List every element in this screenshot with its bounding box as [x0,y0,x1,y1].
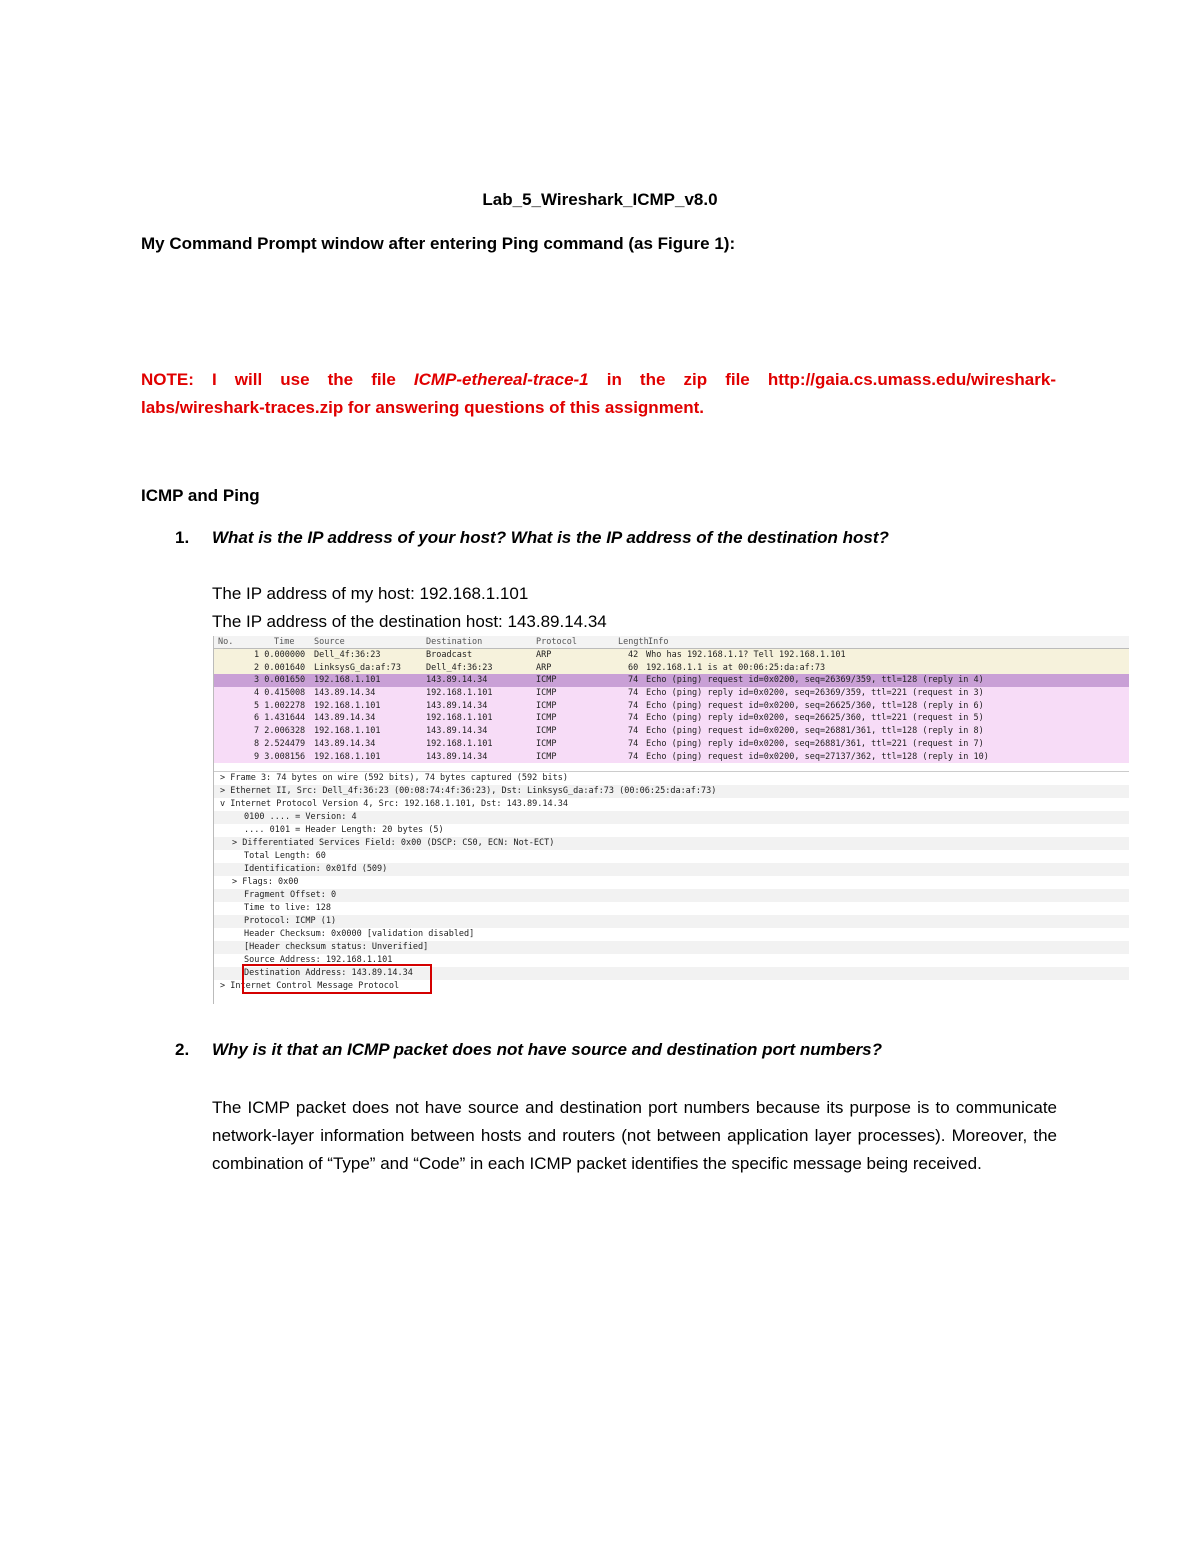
packet-cell-no-time: 3 0.001650 [254,675,306,686]
answer-1-line-2: The IP address of the destination host: 143.89.14.34 [212,612,607,631]
packet-cell-dst: Broadcast [426,650,473,660]
packet-cell-info: 192.168.1.1 is at 00:06:25:da:af:73 [646,662,826,673]
packet-list-header [214,636,1129,649]
note-file-name: ICMP-ethereal-trace-1 [413,370,589,389]
note-line-2: labs/wireshark-traces.zip for answering questions of this assignment. [141,398,705,417]
intro-text: My Command Prompt window after entering Ping command (as Figure 1): [141,234,736,253]
packet-cell-src: 143.89.14.34 [314,738,376,749]
packet-row[interactable] [214,712,1129,725]
packet-cell-src: 143.89.14.34 [314,713,376,724]
packet-row[interactable] [214,738,1129,751]
packet-cell-no-time: 4 0.415008 [254,688,306,699]
packet-cell-len: 42 [628,650,639,660]
packet-cell-len: 74 [628,726,639,737]
packet-cell-dst: 143.89.14.34 [426,726,488,737]
packet-row[interactable] [214,751,1129,764]
detail-line[interactable]: v Internet Protocol Version 4, Src: 192.168.1.101, Dst: 143.89.14.34 [220,799,568,810]
answer-2: The ICMP packet does not have source and destination port numbers because its purpose is to communicate network-layer information between hosts and routers (not between application layer processes). Moreover, the combination of “Type” and “Code” in each ICMP packet identifies the specific message being received. [212,1098,1057,1173]
packet-details [214,772,1129,993]
packet-cell-proto: ICMP [536,738,557,749]
packet-cell-src: 192.168.1.101 [314,675,381,686]
packet-cell-no-time: 2 0.001640 [254,662,306,673]
question-2-number: 2. [175,1040,190,1059]
detail-line[interactable]: Protocol: ICMP (1) [214,915,1129,928]
detail-line[interactable]: > Frame 3: 74 bytes on wire (592 bits), 74 bytes captured (592 bits) [220,773,568,784]
packet-cell-info: Echo (ping) reply id=0x0200, seq=26625/360, ttl=221 (request in 5) [646,713,984,724]
detail-line[interactable]: > Differentiated Services Field: 0x00 (DSCP: CS0, ECN: Not-ECT) [214,837,1129,850]
packet-cell-len: 74 [628,688,639,699]
packet-cell-dst: 192.168.1.101 [426,738,493,749]
packet-cell-proto: ARP [536,650,552,660]
packet-cell-proto: ICMP [536,688,557,699]
packet-cell-proto: ICMP [536,675,557,686]
packet-cell-src: 192.168.1.101 [314,751,381,762]
packet-row[interactable] [214,687,1129,700]
packet-cell-proto: ICMP [536,700,557,711]
pane-divider [214,763,1129,772]
wireshark-screenshot [213,636,1129,1004]
packet-cell-len: 74 [628,675,639,686]
packet-cell-len: 74 [628,700,639,711]
detail-line[interactable]: Total Length: 60 [244,851,326,862]
col-destination: Destination [426,637,483,647]
packet-row[interactable] [214,674,1129,687]
col-no: No. [218,637,234,647]
detail-line[interactable]: Header Checksum: 0x0000 [validation disabled] [244,929,475,940]
detail-line[interactable]: Source Address: 192.168.1.101 [244,955,393,966]
col-info: Info [648,637,669,647]
packet-cell-proto: ICMP [536,713,557,724]
packet-cell-len: 74 [628,751,639,762]
answer-1-line-1: The IP address of my host: 192.168.1.101 [212,584,529,603]
note-paragraph [141,366,1056,422]
detail-line[interactable]: Time to live: 128 [244,903,331,914]
packet-cell-info: Who has 192.168.1.1? Tell 192.168.1.101 [646,650,846,660]
packet-cell-no-time: 8 2.524479 [254,738,306,749]
packet-cell-info: Echo (ping) request id=0x0200, seq=26369/359, ttl=128 (reply in 4) [646,675,984,686]
question-1-number: 1. [175,528,190,547]
question-1-text: What is the IP address of your host? What is the IP address of the destination host? [212,528,889,547]
note-prefix: NOTE: I will use the file [141,370,414,389]
detail-line[interactable]: > Ethernet II, Src: Dell_4f:36:23 (00:08:74:4f:36:23), Dst: LinksysG_da:af:73 (00:06:25:da:af:73) [214,785,1129,798]
packet-cell-dst: 192.168.1.101 [426,713,493,724]
section-heading: ICMP and Ping [141,486,260,505]
packet-row[interactable] [214,649,1129,662]
packet-cell-dst: 143.89.14.34 [426,700,488,711]
packet-cell-src: 192.168.1.101 [314,700,381,711]
col-length: Length [618,637,649,647]
packet-cell-dst: 192.168.1.101 [426,688,493,699]
packet-cell-no-time: 6 1.431644 [254,713,306,724]
packet-cell-src: 192.168.1.101 [314,726,381,737]
packet-cell-proto: ICMP [536,726,557,737]
question-1 [175,528,889,548]
packet-cell-proto: ICMP [536,751,557,762]
packet-cell-no-time: 5 1.002278 [254,700,306,711]
packet-cell-no-time: 9 3.008156 [254,751,306,762]
packet-cell-info: Echo (ping) request id=0x0200, seq=26625/360, ttl=128 (reply in 6) [646,700,984,711]
col-protocol: Protocol [536,637,577,647]
detail-line[interactable]: > Internet Control Message Protocol [220,981,400,992]
packet-cell-src: 143.89.14.34 [314,688,376,699]
packet-cell-dst: 143.89.14.34 [426,751,488,762]
packet-cell-src: LinksysG_da:af:73 [314,662,401,673]
detail-line[interactable]: 0100 .... = Version: 4 [214,811,1129,824]
packet-cell-src: Dell_4f:36:23 [314,650,381,660]
packet-cell-info: Echo (ping) request id=0x0200, seq=26881/361, ttl=128 (reply in 8) [646,726,984,737]
packet-row[interactable] [214,662,1129,675]
packet-cell-proto: ARP [536,662,552,673]
packet-cell-dst: Dell_4f:36:23 [426,662,493,673]
packet-cell-no-time: 7 2.006328 [254,726,306,737]
detail-line[interactable]: Identification: 0x01fd (509) [214,863,1129,876]
packet-cell-info: Echo (ping) request id=0x0200, seq=27137/362, ttl=128 (reply in 10) [646,751,989,762]
detail-line[interactable]: .... 0101 = Header Length: 20 bytes (5) [244,825,444,836]
packet-cell-len: 60 [628,662,639,673]
packet-cell-dst: 143.89.14.34 [426,675,488,686]
detail-line[interactable]: > Flags: 0x00 [232,877,299,888]
detail-line[interactable]: Destination Address: 143.89.14.34 [214,967,1129,980]
packet-cell-len: 74 [628,738,639,749]
question-2-text: Why is it that an ICMP packet does not have source and destination port numbers? [212,1040,883,1059]
question-2 [175,1040,882,1060]
packet-list [214,649,1129,763]
packet-row[interactable] [214,725,1129,738]
packet-cell-no-time: 1 0.000000 [254,650,306,660]
packet-cell-info: Echo (ping) reply id=0x0200, seq=26881/361, ttl=221 (request in 7) [646,738,984,749]
document-title: Lab_5_Wireshark_ICMP_v8.0 [482,190,718,209]
note-line-1 [141,366,1056,394]
note-mid: in the zip file http://gaia.cs.umass.edu/wireshark- [588,370,1056,389]
packet-cell-info: Echo (ping) reply id=0x0200, seq=26369/359, ttl=221 (request in 3) [646,688,984,699]
highlight-box [242,964,432,994]
col-source: Source [314,637,345,647]
detail-line[interactable]: Fragment Offset: 0 [214,889,1129,902]
packet-cell-len: 74 [628,713,639,724]
packet-row[interactable] [214,700,1129,713]
detail-line[interactable]: [Header checksum status: Unverified] [214,941,1129,954]
col-time: Time [274,637,295,647]
